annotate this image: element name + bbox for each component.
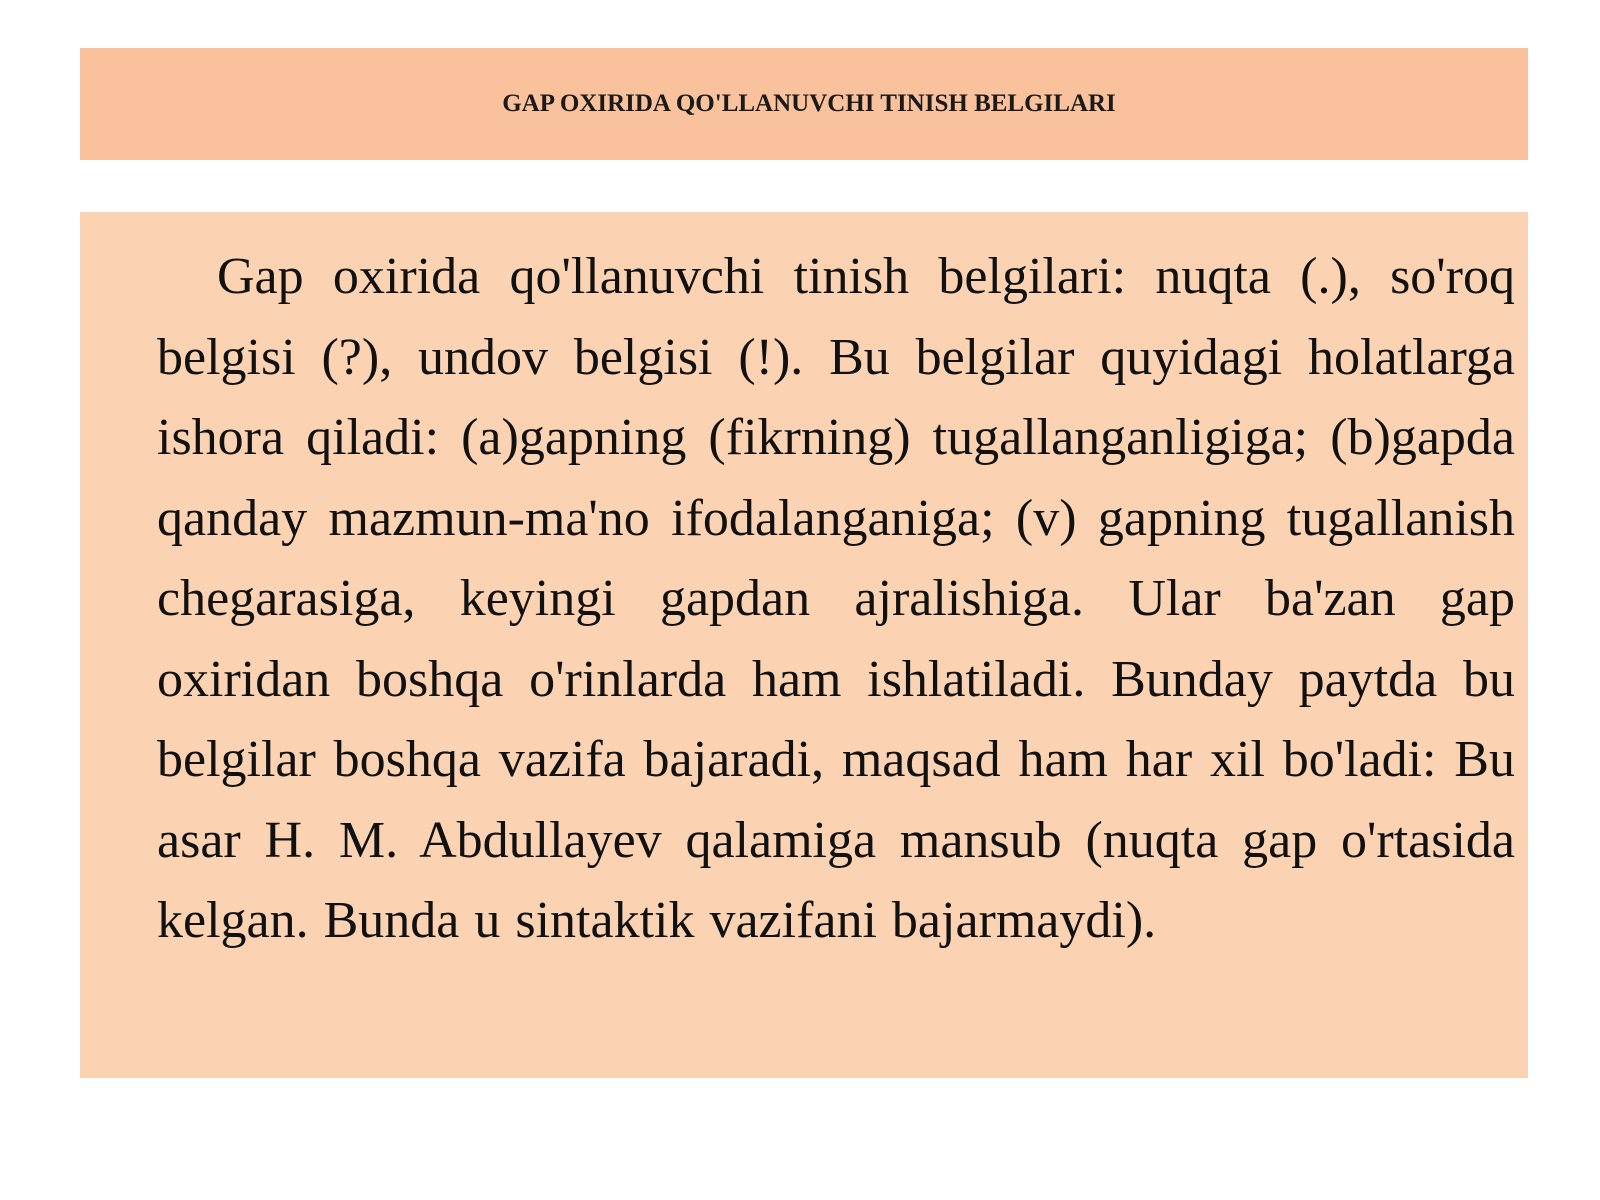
title-banner bbox=[80, 48, 1528, 160]
content-panel bbox=[80, 212, 1528, 1078]
slide-title: GAP OXIRIDA QO'LLANUVCHI TINISH BELGILARI bbox=[502, 90, 1116, 117]
body-paragraph: Gap oxirida qo'llanuvchi tinish belgilari: nuqta (.), so'roq belgisi (?), undov belgisi (!). Bu belgilar quyidagi holatlarga ishora qiladi: (a)gapning (fikrning) tugallanganligiga; (b)gapda qanday mazmun-ma'no ifodalanganiga; (v) gapning tugallanish chegarasiga, keyingi gapdan ajralishiga. Ular ba'zan gap oxiridan boshqa o'rinlarda ham ishlatiladi. Bunday paytda bu belgilar boshqa vazifa bajaradi, maqsad ham har xil bo'ladi: Bu asar H. M. Abdullayev qalamiga mansub (nuqta gap o'rtasida kelgan. Bunda u sintaktik vazifani bajarmaydi). bbox=[157, 248, 1515, 949]
